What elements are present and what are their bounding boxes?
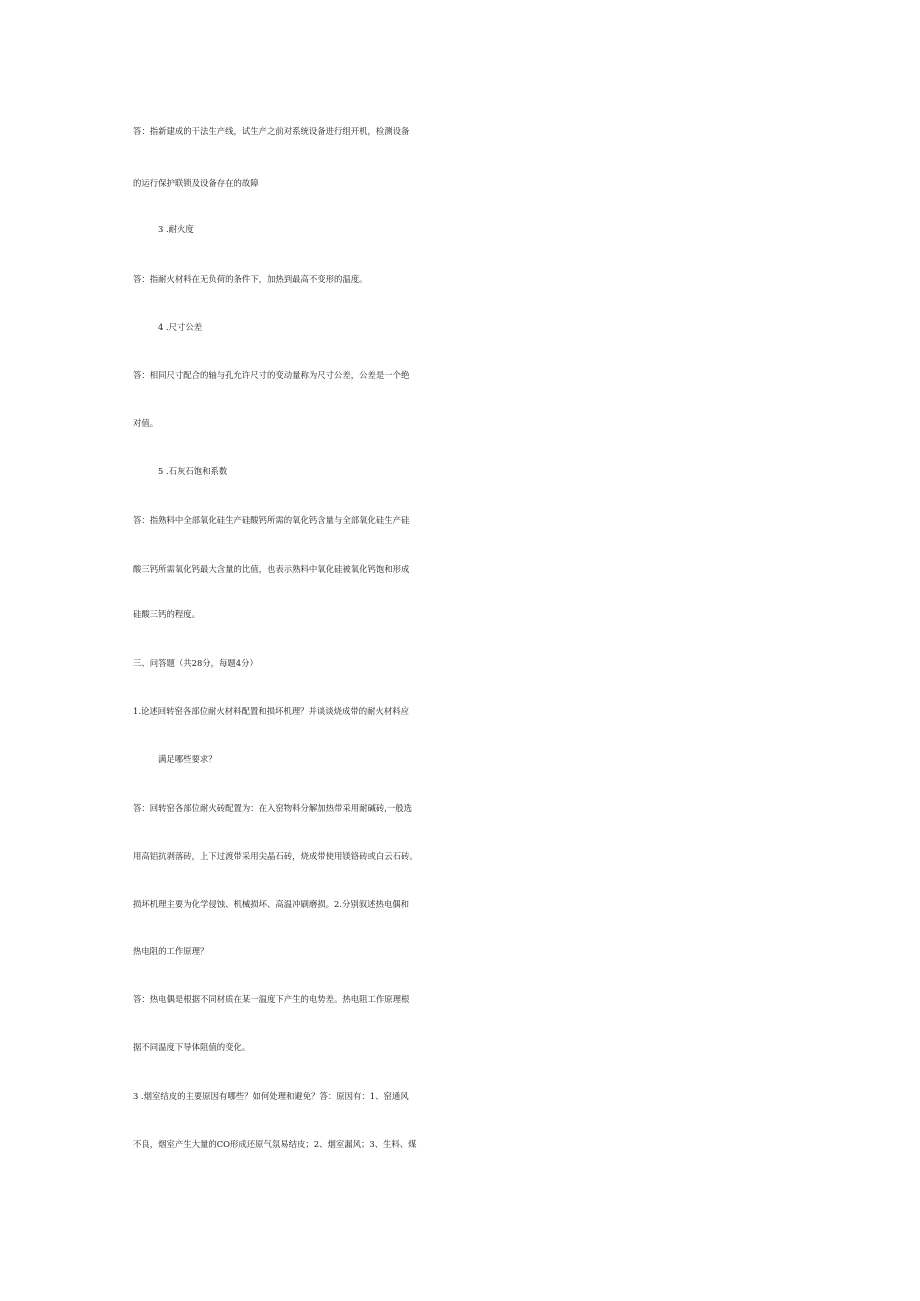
text-line: 答：指新建成的干法生产线，试生产之前对系统设备进行组开机，检测设备 [133, 126, 410, 136]
text-line: 答：指熟料中全部氧化硅生产硅酸钙所需的氧化钙含量与全部氧化硅生产硅 [133, 515, 410, 525]
question-line: 3 .烟室结皮的主要原因有哪些？如何处理和避免？答：原因有：1、窑通风 [133, 1091, 409, 1101]
question-line: 满足哪些要求？ [158, 754, 217, 764]
question-line: 1.论述回转窑各部位耐火材料配置和损坏机理？并谈谈烧成带的耐火材料应 [133, 706, 409, 716]
text-line: 答：回转窑各部位耐火砖配置为：在入窑物料分解加热带采用耐碱砖,一般选 [133, 803, 413, 813]
text-line: 不良，烟室产生大量的CO形成还原气氛易结皮；2、烟室漏风；3、生料、煤 [133, 1139, 417, 1149]
item-heading: 4 .尺寸公差 [158, 322, 203, 332]
text-line: 热电阻的工作原理？ [133, 946, 209, 956]
text-line: 损坏机理主要为化学侵蚀、机械损坏、高温冲刷磨损。2.分别叙述热电偶和 [133, 899, 409, 909]
text-line: 硅酸三钙的程度。 [133, 609, 200, 619]
item-heading: 5 .石灰石饱和系数 [158, 466, 228, 476]
text-line: 酸三钙所需氧化钙最大含量的比值，也表示熟料中氧化硅被氧化钙饱和形成 [133, 564, 410, 574]
text-line: 答：相同尺寸配合的轴与孔允许尺寸的变动量称为尺寸公差，公差是一个绝 [133, 370, 410, 380]
text-line: 据不同温度下导体阻值的变化。 [133, 1042, 251, 1052]
text-line: 的运行保护联锁及设备存在的故障 [133, 178, 259, 188]
text-line: 答：热电偶是根据不同材质在某一温度下产生的电势差。热电阻工作原理根 [133, 994, 410, 1004]
text-line: 用高铝抗剥落砖，上下过渡带采用尖晶石砖，烧成带使用镁铬砖或白云石砖。 [133, 851, 418, 861]
text-line: 对值。 [133, 418, 159, 428]
item-heading: 3 .耐火度 [158, 224, 194, 234]
section-heading: 三、问答题（共28分，每题4分） [133, 658, 258, 668]
text-line: 答：指耐火材料在无负荷的条件下，加热到最高不变形的温度。 [133, 274, 368, 284]
